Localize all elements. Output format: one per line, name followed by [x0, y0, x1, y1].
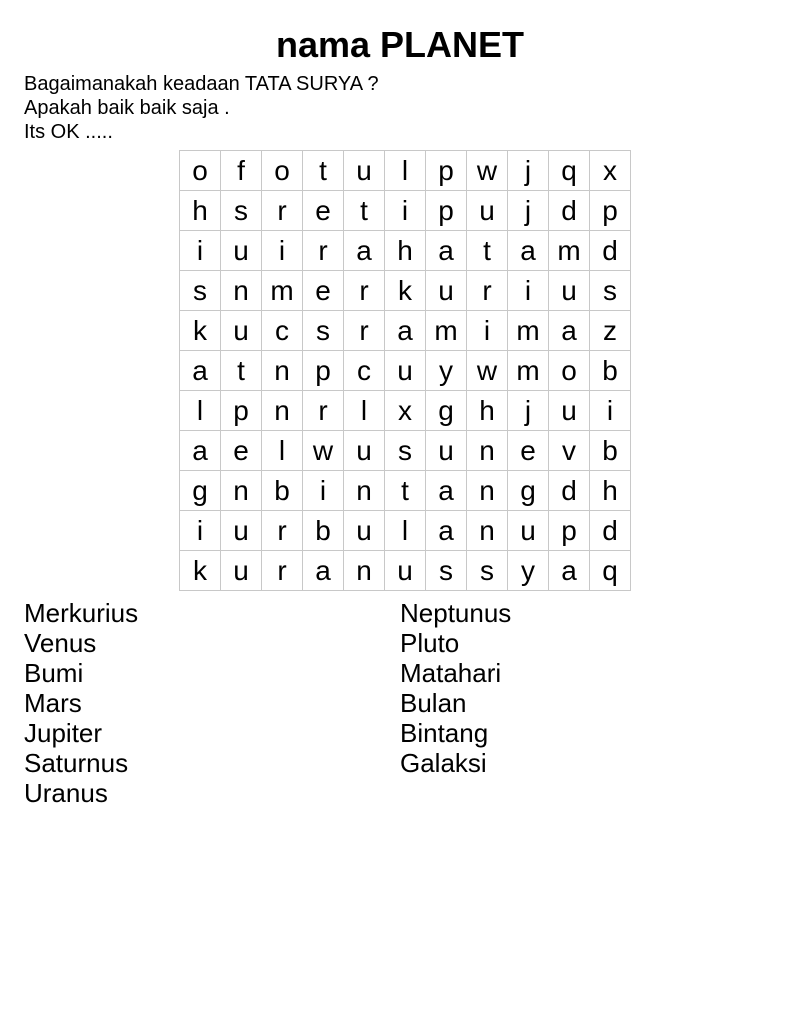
grid-cell[interactable]: v [549, 431, 590, 471]
grid-row [180, 151, 631, 191]
grid-cell[interactable]: g [180, 471, 221, 511]
grid-cell[interactable]: i [180, 231, 221, 271]
grid-cell[interactable]: d [549, 191, 590, 231]
grid-cell[interactable]: r [262, 191, 303, 231]
grid-cell[interactable]: n [467, 511, 508, 551]
grid-cell[interactable]: r [262, 511, 303, 551]
intro-line: Apakah baik baik saja . [24, 97, 230, 119]
grid-cell[interactable]: r [344, 271, 385, 311]
grid-cell[interactable]: h [385, 231, 426, 271]
grid-row [180, 351, 631, 391]
grid-cell[interactable]: y [508, 551, 549, 591]
grid-cell[interactable]: p [426, 191, 467, 231]
grid-cell[interactable]: s [180, 271, 221, 311]
grid-cell[interactable]: u [221, 511, 262, 551]
grid-cell[interactable]: p [426, 151, 467, 191]
grid-cell[interactable]: u [426, 431, 467, 471]
grid-cell[interactable]: r [262, 551, 303, 591]
grid-cell[interactable]: n [221, 471, 262, 511]
grid-cell[interactable]: o [549, 351, 590, 391]
grid-row [180, 311, 631, 351]
word-item: Galaksi [400, 748, 487, 778]
grid-cell[interactable]: t [385, 471, 426, 511]
grid-cell[interactable]: r [344, 311, 385, 351]
grid-cell[interactable]: f [221, 151, 262, 191]
grid-cell[interactable]: b [590, 431, 631, 471]
grid-cell[interactable]: u [426, 271, 467, 311]
grid-cell[interactable]: t [221, 351, 262, 391]
grid-cell[interactable]: k [385, 271, 426, 311]
grid-cell[interactable]: a [426, 231, 467, 271]
word-item: Matahari [400, 658, 502, 688]
grid-row [180, 511, 631, 551]
grid-cell[interactable]: u [221, 311, 262, 351]
grid-cell[interactable]: m [508, 311, 549, 351]
word-item: Pluto [400, 628, 460, 658]
grid-cell[interactable]: t [344, 191, 385, 231]
intro-line: Bagaimanakah keadaan TATA SURYA ? [24, 73, 379, 95]
grid-cell[interactable]: l [385, 511, 426, 551]
grid-cell[interactable]: i [590, 391, 631, 431]
grid-cell[interactable]: s [467, 551, 508, 591]
grid-cell[interactable]: h [467, 391, 508, 431]
grid-cell[interactable]: p [303, 351, 344, 391]
grid-cell[interactable]: g [508, 471, 549, 511]
grid-cell[interactable]: a [508, 231, 549, 271]
grid-cell[interactable]: e [303, 191, 344, 231]
grid-cell[interactable]: m [549, 231, 590, 271]
word-item: Uranus [24, 778, 108, 808]
grid-cell[interactable]: a [549, 311, 590, 351]
word-list-right [400, 598, 511, 778]
grid-cell[interactable]: i [508, 271, 549, 311]
grid-cell[interactable]: b [262, 471, 303, 511]
grid-cell[interactable]: e [221, 431, 262, 471]
grid-cell[interactable]: w [303, 431, 344, 471]
word-item: Merkurius [24, 598, 139, 628]
grid-cell[interactable]: j [508, 151, 549, 191]
grid-row [180, 231, 631, 271]
grid-cell[interactable]: b [590, 351, 631, 391]
grid-cell[interactable]: t [467, 231, 508, 271]
grid-cell[interactable]: k [180, 311, 221, 351]
grid-cell[interactable]: l [344, 391, 385, 431]
grid-cell[interactable]: u [344, 511, 385, 551]
grid-cell[interactable]: w [467, 351, 508, 391]
grid-cell[interactable]: u [344, 431, 385, 471]
grid-cell[interactable]: a [180, 431, 221, 471]
grid-cell[interactable]: i [385, 191, 426, 231]
grid-cell[interactable]: i [467, 311, 508, 351]
grid-cell[interactable]: i [262, 231, 303, 271]
grid-cell[interactable]: n [467, 471, 508, 511]
grid-cell[interactable]: n [467, 431, 508, 471]
word-list-left [24, 598, 138, 808]
grid-row [180, 391, 631, 431]
grid-cell[interactable]: m [508, 351, 549, 391]
grid-cell[interactable]: y [426, 351, 467, 391]
intro-text [24, 72, 624, 144]
grid-cell[interactable]: q [590, 551, 631, 591]
grid-row [180, 191, 631, 231]
word-item: Jupiter [24, 718, 103, 748]
grid-cell[interactable]: m [426, 311, 467, 351]
word-search-grid [179, 150, 631, 591]
word-item: Bintang [400, 718, 489, 748]
grid-cell[interactable]: n [262, 351, 303, 391]
grid-cell[interactable]: n [344, 471, 385, 511]
grid-cell[interactable]: j [508, 191, 549, 231]
grid-cell[interactable]: u [467, 191, 508, 231]
grid-cell[interactable]: n [344, 551, 385, 591]
grid-cell[interactable]: u [549, 391, 590, 431]
grid-cell[interactable]: s [385, 431, 426, 471]
grid-cell[interactable]: a [385, 311, 426, 351]
grid-cell[interactable]: e [508, 431, 549, 471]
grid-cell[interactable]: u [508, 511, 549, 551]
grid-cell[interactable]: a [426, 511, 467, 551]
grid-row [180, 431, 631, 471]
grid-cell[interactable]: g [426, 391, 467, 431]
grid-row [180, 471, 631, 511]
grid-cell[interactable]: o [262, 151, 303, 191]
grid-cell[interactable]: s [590, 271, 631, 311]
grid-cell[interactable]: a [180, 351, 221, 391]
grid-cell[interactable]: l [180, 391, 221, 431]
grid-cell[interactable]: n [221, 271, 262, 311]
grid-cell[interactable]: a [426, 471, 467, 511]
grid-cell[interactable]: a [549, 551, 590, 591]
grid-cell[interactable]: p [221, 391, 262, 431]
grid-cell[interactable]: n [262, 391, 303, 431]
grid-cell[interactable]: q [549, 151, 590, 191]
grid-cell[interactable]: i [303, 471, 344, 511]
grid-row [180, 551, 631, 591]
grid-cell[interactable]: d [590, 231, 631, 271]
grid-cell[interactable]: a [303, 551, 344, 591]
grid-cell[interactable]: s [303, 311, 344, 351]
grid-cell[interactable]: h [180, 191, 221, 231]
grid-cell[interactable]: t [303, 151, 344, 191]
grid-cell[interactable]: x [385, 391, 426, 431]
grid-row [180, 271, 631, 311]
grid-cell[interactable]: r [303, 231, 344, 271]
grid-cell[interactable]: h [590, 471, 631, 511]
grid-cell[interactable]: i [180, 511, 221, 551]
grid-cell[interactable]: s [426, 551, 467, 591]
grid-cell[interactable]: p [549, 511, 590, 551]
grid-cell[interactable]: s [221, 191, 262, 231]
word-item: Saturnus [24, 748, 129, 778]
word-item: Bulan [400, 688, 467, 718]
grid-cell[interactable]: j [508, 391, 549, 431]
grid-cell[interactable]: w [467, 151, 508, 191]
word-item: Venus [24, 628, 97, 658]
grid-cell[interactable]: z [590, 311, 631, 351]
grid-cell[interactable]: x [590, 151, 631, 191]
grid-cell[interactable]: c [344, 351, 385, 391]
grid-cell[interactable]: p [590, 191, 631, 231]
grid-cell[interactable]: u [385, 351, 426, 391]
grid-cell[interactable]: u [385, 551, 426, 591]
grid-cell[interactable]: d [549, 471, 590, 511]
grid-cell[interactable]: o [180, 151, 221, 191]
page-title: nama PLANET [275, 24, 525, 65]
grid-cell[interactable]: r [303, 391, 344, 431]
grid-cell[interactable]: e [303, 271, 344, 311]
word-item: Bumi [24, 658, 84, 688]
word-item: Mars [24, 688, 82, 718]
grid-cell[interactable]: d [590, 511, 631, 551]
grid-cell[interactable]: a [344, 231, 385, 271]
grid-cell[interactable]: b [303, 511, 344, 551]
grid-cell[interactable]: l [262, 431, 303, 471]
grid-cell[interactable]: l [385, 151, 426, 191]
grid-cell[interactable]: u [549, 271, 590, 311]
grid-cell[interactable]: u [344, 151, 385, 191]
grid-cell[interactable]: r [467, 271, 508, 311]
grid-cell[interactable]: u [221, 551, 262, 591]
grid-cell[interactable]: m [262, 271, 303, 311]
grid-cell[interactable]: u [221, 231, 262, 271]
grid-cell[interactable]: k [180, 551, 221, 591]
intro-line: Its OK ..... [24, 121, 113, 143]
word-item: Neptunus [400, 598, 512, 628]
grid-cell[interactable]: c [262, 311, 303, 351]
